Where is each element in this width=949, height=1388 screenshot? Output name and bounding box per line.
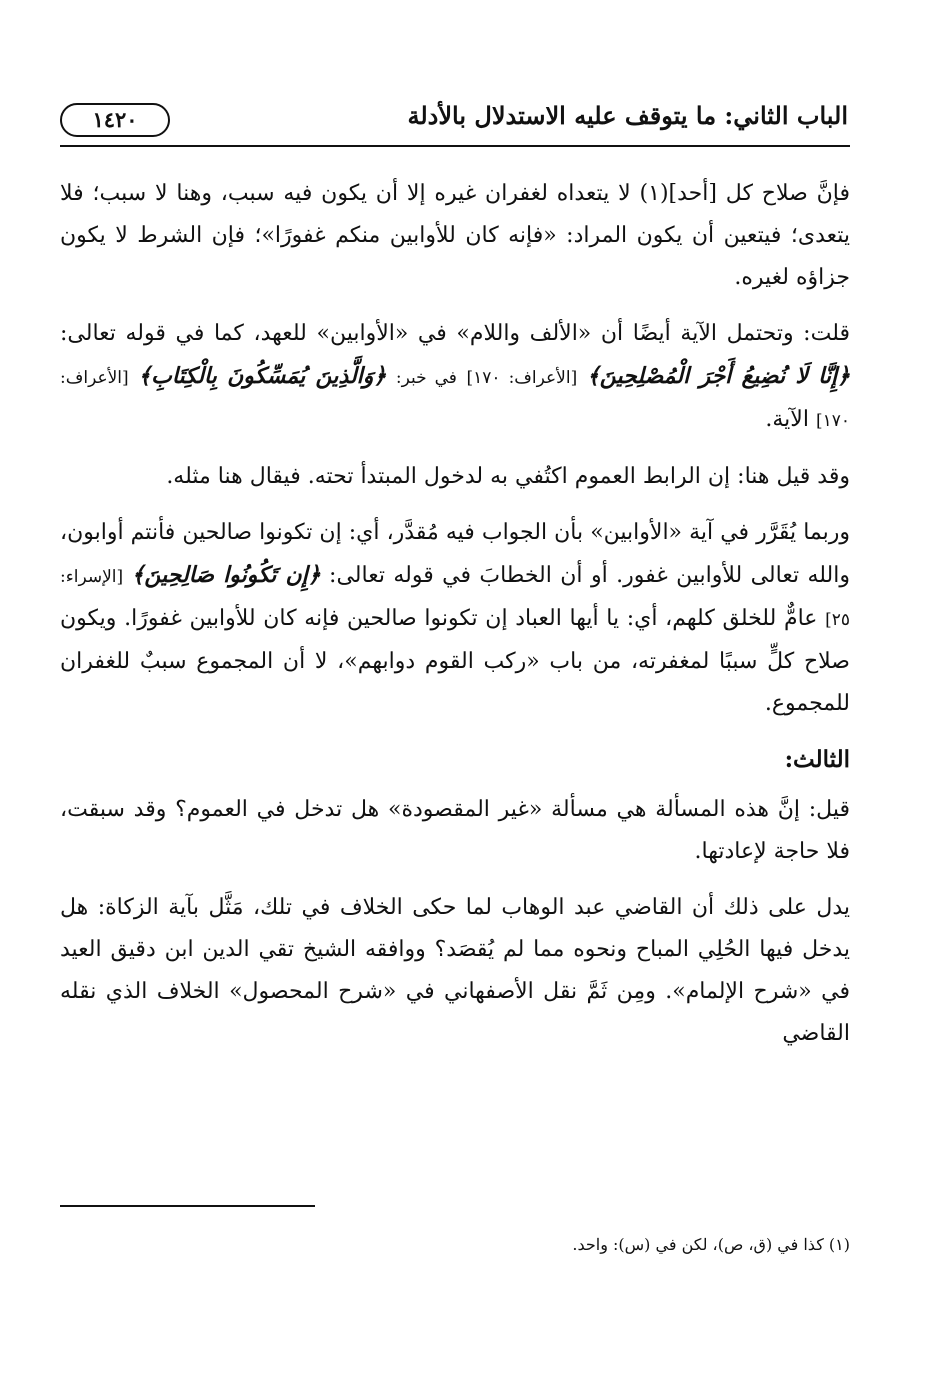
paragraph-text: في خبر:: [395, 368, 457, 388]
footnote-divider: [60, 1205, 315, 1207]
paragraph: [60, 512, 850, 725]
paragraph-text: عامٌّ للخلق كلهم، أي: يا أيها العباد إن تكونوا صالحين فإنه كان للأوابين غفورًا. ويكون صلاح كلٍّ سببًا لمغفرته، من باب «ركب القوم دوابهم»، لا أن المجموع سببٌ للغفران للمجموع.: [60, 606, 850, 716]
paragraph: يدل على ذلك أن القاضي عبد الوهاب لما حكى الخلاف في تلك، مَثَّل بآية الزكاة: هل يدخل فيها الحُلِي المباح ونحوه مما لم يُقصَد؟ ووافقه الشيخ تقي الدين ابن دقيق العيد في «شرح الإلمام». ومِن ثَمَّ نقل الأصفهاني في «شرح المحصول» الخلاف الذي نقله القاضي: [60, 895, 850, 1046]
section-heading: الثالث:: [784, 746, 850, 773]
body-text: [60, 173, 850, 1069]
paragraph-text: الآية.: [765, 407, 809, 432]
paragraph-text: وربما يُقَرَّر في آية «الأوابين» بأن الجواب فيه مُقدَّر، أي: إن تكونوا صالحين فأنتم أوابون، والله تعالى للأوابين غفور. أو أن الخطابَ في قوله تعالى:: [60, 520, 850, 588]
paragraph: قيل: إنَّ هذه المسألة هي مسألة «غير المقصودة» هل تدخل في العموم؟ وقد سبقت، فلا حاجة لإعادتها.: [60, 797, 850, 864]
paragraph: [60, 313, 850, 442]
page-number: ١٤٢٠: [92, 107, 138, 132]
book-page: [60, 95, 851, 1254]
paragraph: وقد قيل هنا: إن الرابط العموم اكتُفي به لدخول المبتدأ تحته. فيقال هنا مثله.: [166, 464, 850, 489]
page-header: [60, 95, 850, 147]
quran-verse: ﴿إِن تَكُونُوا صَالِحِينَ﴾: [131, 562, 321, 588]
running-title: الباب الثاني: ما يتوقف عليه الاستدلال بالأدلة: [407, 101, 848, 130]
quran-verse: ﴿وَالَّذِينَ يُمَسِّكُونَ بِالْكِتَابِ﴾: [138, 363, 387, 389]
paragraph-text: قلت: وتحتمل الآية أيضًا أن «الألف واللام» في «الأوابين» للعهد، كما في قوله تعالى:: [60, 321, 850, 346]
quran-verse: ﴿إِنَّا لَا نُضِيعُ أَجْرَ الْمُصْلِحِينَ﴾: [586, 363, 850, 389]
verse-reference: [الأعراف: ١٧٠]: [60, 368, 850, 431]
verse-reference: [الأعراف: ١٧٠]: [466, 368, 578, 388]
paragraph: فإنَّ صلاح كل [أحد](١) لا يتعداه لغفران غيره إلا أن يكون فيه سبب، وهنا لا سبب؛ فلا يتعدى؛ فيتعين أن يكون المراد: «فإنه كان للأوابين منكم غفورًا»؛ فإن الشرط لا يكون جزاؤه لغيره.: [60, 181, 850, 290]
footnote: (١) كذا في (ق، ص)، لكن في (س): واحد.: [572, 1235, 850, 1254]
verse-reference: [الإسراء: ٢٥]: [60, 567, 851, 630]
